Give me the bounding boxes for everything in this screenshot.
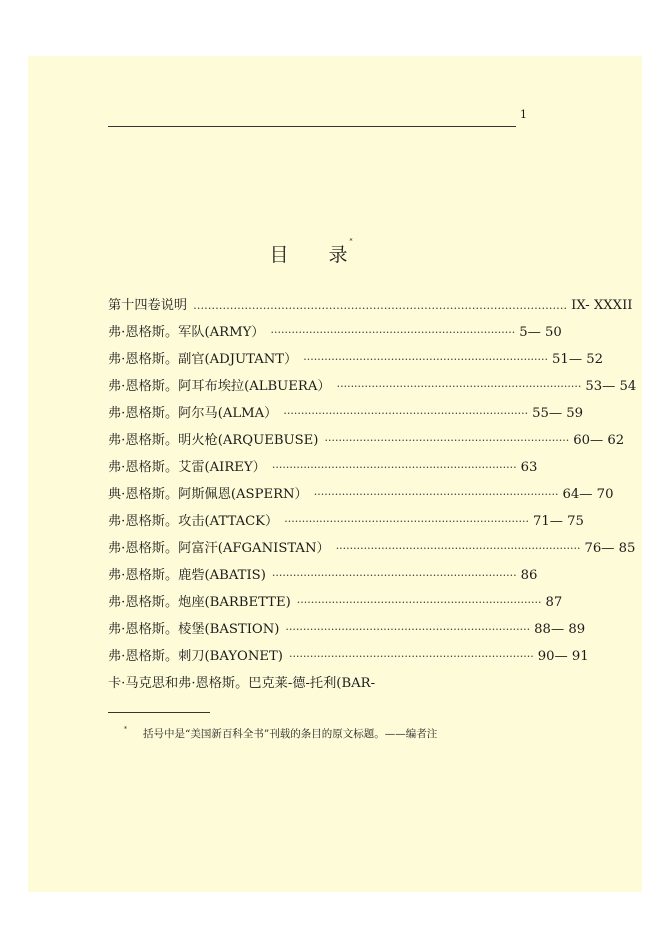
toc-entry-pages: 63: [520, 460, 538, 475]
footnote-rule: [108, 712, 210, 713]
footnote: [124, 726, 437, 741]
toc-entry-pages: 76— 85: [584, 541, 636, 556]
toc-dot-leader: ······································································: [324, 434, 570, 447]
toc-entry: [108, 402, 584, 429]
toc-entry-pages: 88— 89: [534, 622, 586, 637]
header-rule: [108, 126, 516, 127]
toc-entry: [108, 564, 538, 591]
toc-dot-leader: ······································································: [283, 407, 529, 420]
toc-entry-pages: 90— 91: [537, 649, 589, 664]
page-number: 1: [520, 108, 527, 121]
toc-entry-pages: 55— 59: [532, 406, 584, 421]
toc-entry-title: 典·恩格斯。阿斯佩恩(ASPERN）: [108, 487, 308, 502]
toc-dot-leader: ······································································: [285, 623, 531, 636]
toc-dot-leader: ······································································: [336, 380, 582, 393]
toc-entry-pages: 60— 62: [573, 433, 625, 448]
toc-entry-pages: 71— 75: [532, 514, 584, 529]
toc-entry-pages: 51— 52: [552, 352, 603, 367]
toc-entry-title: 第十四卷说明: [108, 298, 188, 313]
toc-entry-pages: IX- XXXII: [571, 298, 633, 313]
footnote-mark: *: [124, 726, 127, 733]
toc-dot-leader: ······································································: [313, 488, 559, 501]
toc-dot-leader: ······································································: [270, 326, 516, 339]
toc-dot-leader: ······································································: [296, 596, 542, 609]
toc-entry-title: 弗·恩格斯。军队(ARMY）: [108, 325, 265, 340]
toc-entry: [108, 510, 584, 537]
toc-entry-title: 卡·马克思和弗·恩格斯。巴克莱-德-托利(BAR-: [108, 676, 376, 691]
toc-dot-leader: ······································································: [335, 542, 581, 555]
toc-entry-title: 弗·恩格斯。明火枪(ARQUEBUSE): [108, 433, 319, 448]
toc-entry: [108, 348, 603, 375]
toc-entry-title: 弗·恩格斯。副官(ADJUTANT）: [108, 352, 298, 367]
toc-dot-leader: ······································································: [303, 353, 549, 366]
title-char-1: 目: [269, 244, 291, 266]
toc-dot-leader: ······································································: [284, 515, 529, 528]
toc-entry-title: 弗·恩格斯。鹿砦(ABATIS): [108, 568, 266, 583]
toc-entry: [108, 645, 589, 672]
toc-dot-leader: ······································································: [271, 461, 517, 474]
toc-entry: [108, 537, 636, 564]
toc-entry-pages: 5— 50: [519, 325, 562, 340]
toc-entry-pages: 53— 54: [585, 379, 637, 394]
toc-entry-pages: 87: [545, 595, 563, 610]
toc-entry-title: 弗·恩格斯。刺刀(BAYONET): [108, 649, 283, 664]
toc-entry-pages: 86: [520, 568, 538, 583]
toc-dot-leader: …………………………………………………………………………………………: [193, 299, 568, 312]
toc-entry: [108, 429, 625, 456]
table-of-contents: [108, 294, 637, 699]
toc-entry-title: 弗·恩格斯。阿尔马(ALMA）: [108, 406, 278, 421]
toc-entry: [108, 672, 528, 699]
toc-entry-title: 弗·恩格斯。棱堡(BASTION): [108, 622, 280, 637]
toc-entry: [108, 456, 538, 483]
toc-entry-title: 弗·恩格斯。阿富汗(AFGANISTAN）: [108, 541, 330, 556]
toc-entry-title: 弗·恩格斯。攻击(ATTACK）: [108, 514, 279, 529]
toc-dot-leader: ······································································: [288, 650, 534, 663]
toc-entry-pages: 64— 70: [562, 487, 614, 502]
toc-entry-title: 弗·恩格斯。炮座(BARBETTE): [108, 595, 291, 610]
toc-entry-title: 弗·恩格斯。艾雷(AIREY）: [108, 460, 266, 475]
title-footnote-mark: *: [349, 238, 355, 245]
toc-entry: [108, 483, 614, 510]
toc-entry: [108, 294, 633, 321]
toc-entry: [108, 375, 637, 402]
toc-entry: [108, 321, 562, 348]
toc-entry-title: 弗·恩格斯。阿耳布埃拉(ALBUERA）: [108, 379, 331, 394]
toc-dot-leader: ······································································: [271, 569, 517, 582]
toc-entry: [108, 618, 586, 645]
footnote-text: 括号中是“美国新百科全书”刊载的条目的原文标题。——编者注: [143, 728, 438, 740]
title-char-2: 录: [328, 244, 350, 266]
toc-entry: [108, 591, 563, 618]
page-title: [108, 240, 516, 267]
